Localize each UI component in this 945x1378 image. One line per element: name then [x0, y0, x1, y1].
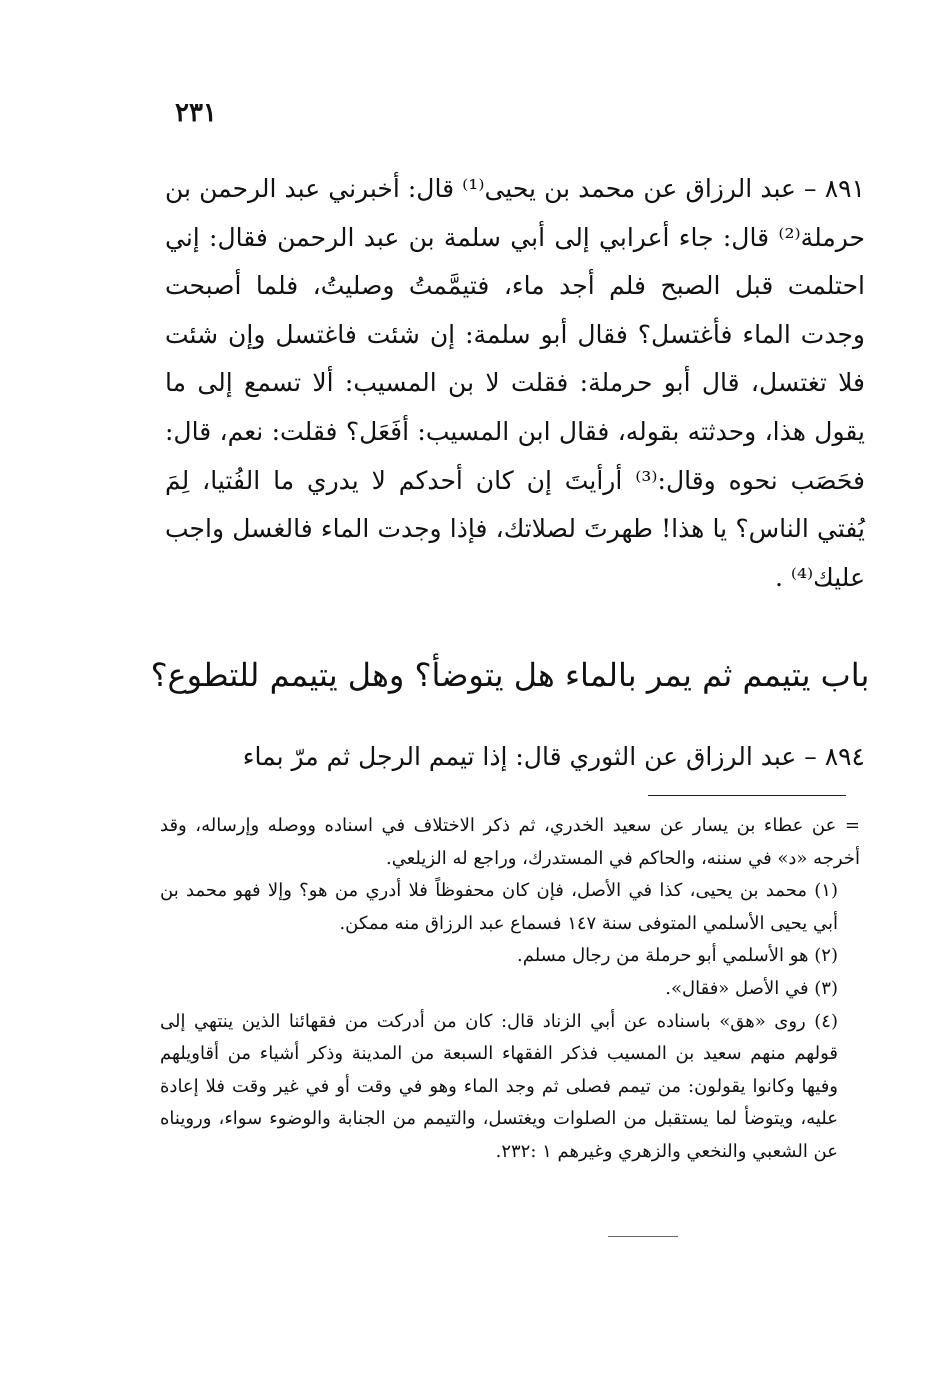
footnote-continuation: = عن عطاء بن يسار عن سعيد الخدري، ثم ذكر الاختلاف في اسناده ووصله وإرساله، وقد أخرجه «د» في سننه، والحاكم في المستدرك، وراجع له الزيلعي.	[160, 815, 860, 869]
end-rule	[608, 1236, 678, 1237]
footnote-2: (٢) هو الأسلمي أبو حرملة من رجال مسلم.	[517, 945, 838, 967]
main-paragraph: ٨٩١ – عبد الرزاق عن محمد بن يحيى⁽¹⁾ قال: أخبرني عبد الرحمن بن حرملة⁽²⁾ قال: جاء أعرابي إلى أبي سلمة بن عبد الرحمن فقال: إني احتلمت قبل الصبح فلم أجد ماء، فتيمَّمتُ وصليتُ، فلما أصبحت وجدت الماء فأغتسل؟ فقال أبو سلمة: إن شئت فاغتسل وإن شئت فلا تغتسل، قال أبو حرملة: فقلت لا بن المسيب: ألا تسمع إلى ما يقول هذا، وحدثته بقوله، فقال ابن المسيب: أفَعَل؟ فقلت: نعم، قال: فحَصَب نحوه وقال:⁽³⁾ أرأيتَ إن كان أحدكم لا يدري ما الفُتيا، لِمَ يُفتي الناس؟ يا هذا! طهرتَ لصلاتك، فإذا وجدت الماء فالغسل واجب عليك⁽⁴⁾ .	[165, 174, 866, 592]
footnote-4: (٤) روى «هق» باسناده عن أبي الزناد قال: كان من أدركت من فقهائنا الذين ينتهي إلى قولهم منهم سعيد بن المسيب فذكر الفقهاء السبعة من المدينة وذكر أشياء من أقاويلهم وفيها وكانوا يقولون: من تيمم فصلى ثم وجد الماء وهو في وقت أو في غير وقت فلا إعادة عليه، ويتوضأ لما يستقبل من الصلوات ويغتسل، والتيمم من الجنابة والوضوء سواء، ورويناه عن الشعبي والنخعي والزهري وغيرهم ١ :٢٣٢.	[160, 1010, 838, 1162]
footnote-separator	[648, 795, 846, 796]
footnote-3: (٣) في الأصل «فقال».	[665, 977, 838, 999]
hadith-894-start: ٨٩٤ – عبد الرزاق عن الثوري قال: إذا تيمم الرجل ثم مرّ بماء	[242, 742, 865, 771]
footnotes	[160, 810, 860, 1169]
hadith-891-text	[165, 165, 865, 602]
page-number: ٢٣١	[175, 98, 217, 128]
section-heading: باب يتيمم ثم يمر بالماء هل يتوضأ؟ وهل يتيمم للتطوع؟	[150, 656, 870, 694]
footnote-1: (١) محمد بن يحيى، كذا في الأصل، فإن كان محفوظاً فلا أدري من هو؟ وإلا فهو محمد بن أبي يحيى الأسلمي المتوفى سنة ١٤٧ فسماع عبد الرزاق منه ممكن.	[160, 880, 838, 934]
